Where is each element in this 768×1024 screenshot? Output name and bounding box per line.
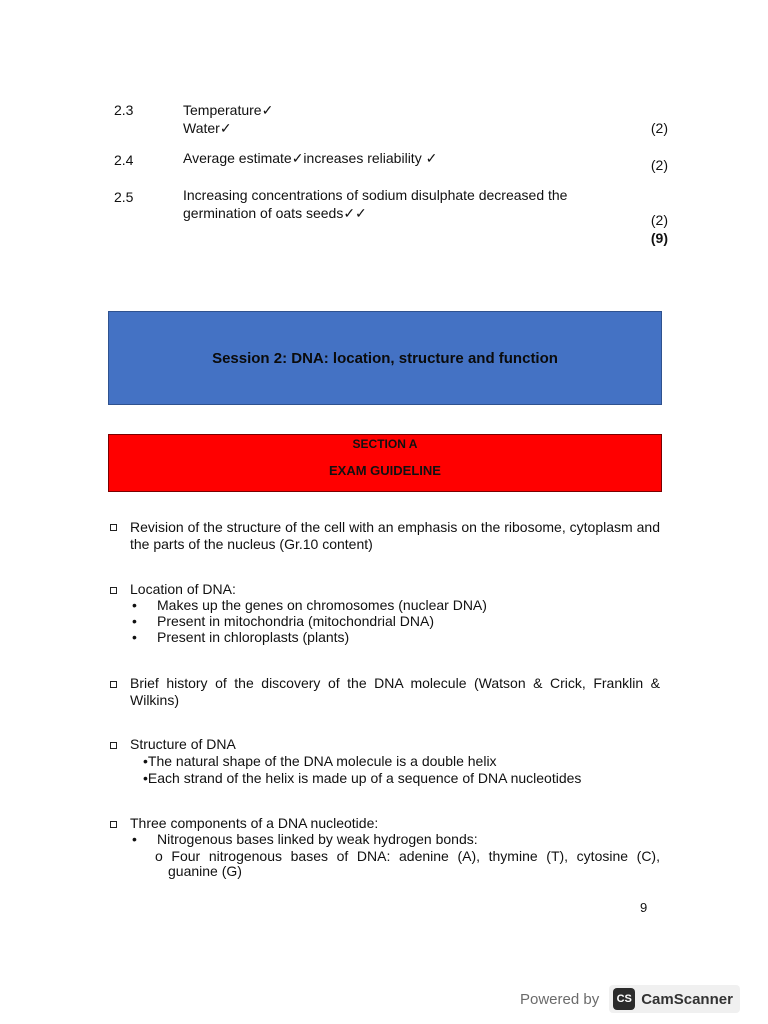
checkbox-bullet-icon — [110, 821, 117, 828]
list-item — [130, 597, 487, 614]
guideline-text: Revision of the structure of the cell with an emphasis on the ribosome, cytoplasm and the parts of the nucleus (Gr.10 content) — [130, 519, 660, 552]
total-mark: (9) — [650, 230, 668, 246]
section-label: SECTION A — [352, 437, 418, 451]
bullet-icon: • — [132, 831, 137, 847]
list-item — [143, 753, 497, 770]
session-title: Session 2: DNA: location, structure and function — [212, 349, 558, 367]
camscanner-logo-icon: CS — [613, 988, 635, 1010]
answer-number: 2.3 — [114, 102, 134, 118]
guideline-text: Three components of a DNA nucleotide: — [130, 815, 379, 831]
answer-line: Increasing concentrations of sodium disulphate decreased the — [183, 187, 568, 203]
circle-bullet-icon: o — [155, 848, 172, 864]
guideline-text: Structure of DNA — [130, 736, 236, 752]
session-banner — [108, 311, 662, 405]
camscanner-brand: CamScanner — [641, 990, 733, 1008]
list-item — [130, 629, 349, 646]
list-item-text: The natural shape of the DNA molecule is a double helix — [147, 753, 497, 769]
list-item — [130, 831, 478, 848]
section-subtitle: EXAM GUIDELINE — [329, 463, 441, 478]
answer-number: 2.4 — [114, 152, 134, 168]
list-item — [143, 770, 581, 787]
list-item-text: Each strand of the helix is made up of a sequence of DNA nucleotides — [147, 770, 582, 786]
mark: (2) — [650, 212, 668, 228]
answer-line: Water✓ — [183, 120, 232, 136]
camscanner-watermark — [520, 984, 740, 1014]
list-item-text: Nitrogenous bases linked by weak hydrogen bonds: — [157, 831, 478, 847]
checkbox-bullet-icon — [110, 524, 117, 531]
section-banner — [108, 434, 662, 492]
bullet-icon: • — [132, 629, 137, 645]
bullet-icon: • — [132, 613, 137, 629]
list-item-text: Present in mitochondria (mitochondrial DNA) — [157, 613, 434, 629]
answer-line: germination of oats seeds✓✓ — [183, 205, 367, 221]
mark: (2) — [650, 120, 668, 136]
page-number: 9 — [640, 900, 648, 915]
powered-by-text: Powered by — [520, 990, 600, 1008]
list-item-text: Present in chloroplasts (plants) — [157, 629, 350, 645]
checkbox-bullet-icon — [110, 742, 117, 749]
camscanner-badge — [609, 985, 740, 1013]
guideline-text: Brief history of the discovery of the DNA molecule (Watson & Crick, Franklin & Wilkins) — [130, 675, 660, 708]
checkbox-bullet-icon — [110, 681, 117, 688]
list-item-text: Makes up the genes on chromosomes (nuclear DNA) — [157, 597, 487, 613]
sub-list-item-text: guanine (G) — [168, 863, 242, 879]
bullet-icon: • — [143, 753, 148, 769]
bullet-icon: • — [132, 597, 137, 613]
sub-list-item-text: Four nitrogenous bases of DNA: adenine (A), thymine (T), cytosine (C), — [171, 848, 660, 864]
guideline-text: Location of DNA: — [130, 581, 236, 597]
bullet-icon: • — [143, 770, 148, 786]
answer-line: Temperature✓ — [183, 102, 274, 118]
mark: (2) — [650, 157, 668, 173]
answer-line: Average estimate✓increases reliability ✓ — [183, 150, 438, 166]
answer-number: 2.5 — [114, 189, 134, 205]
list-item — [130, 613, 434, 630]
checkbox-bullet-icon — [110, 587, 117, 594]
